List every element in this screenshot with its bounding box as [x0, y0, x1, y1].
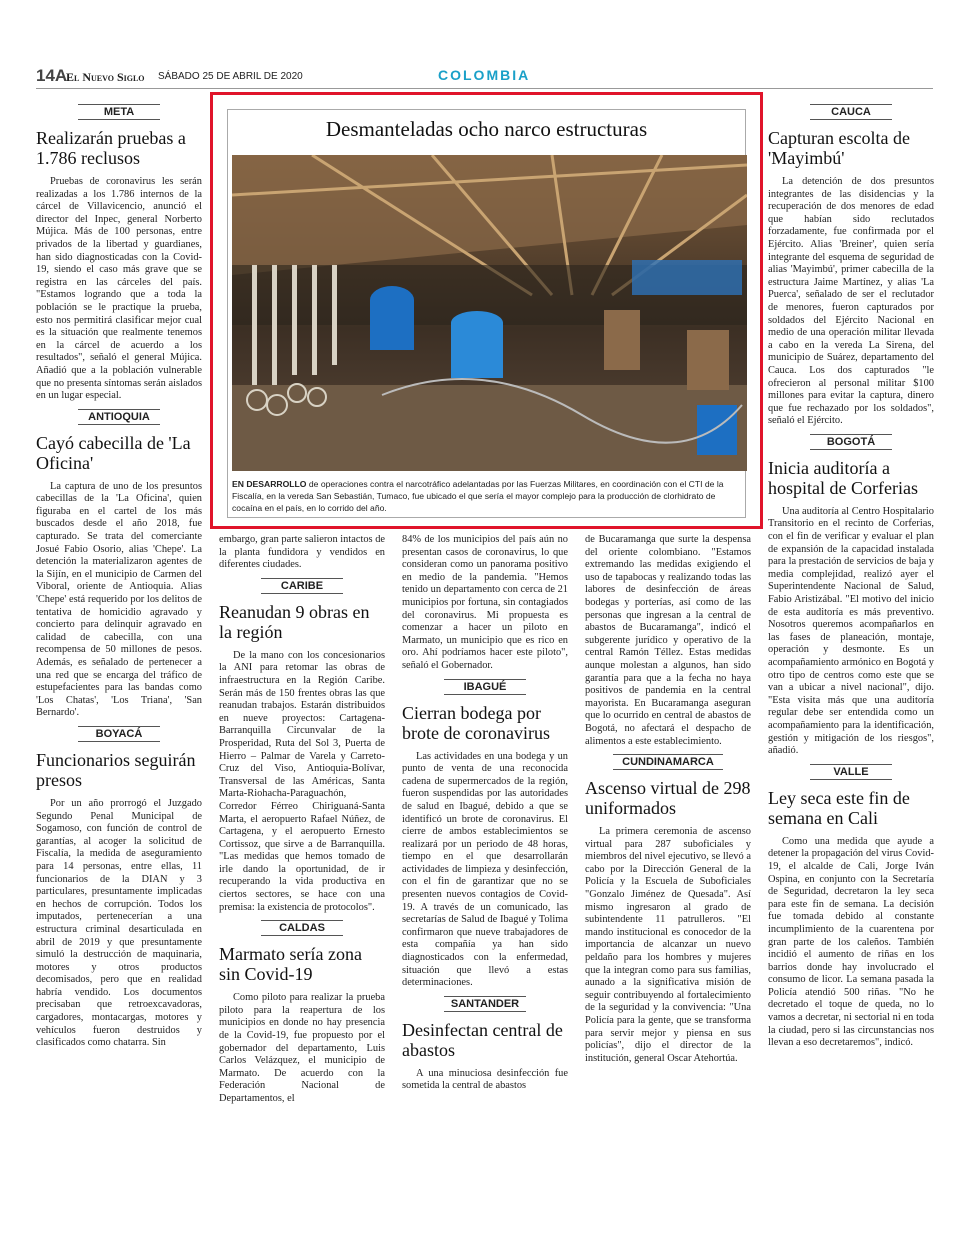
- column-5: [768, 104, 934, 1196]
- region-tag: CUNDINAMARCA: [613, 754, 723, 770]
- section-name: COLOMBIA: [438, 67, 531, 83]
- article-cauca: [768, 104, 934, 428]
- article-body: Como piloto para realizar la prueba piloto para la reapertura de los municipios en donde no hay presencia de la Covid-19, fue propuesto por el gobernador del departamento, Luis Carlos Velázquez, el municipio de Marmato. De acuerdo con la Federación Nacional de Departamentos, el: [219, 992, 385, 1104]
- article-santander: [402, 996, 568, 1093]
- region-tag: META: [78, 104, 160, 120]
- region-tag: CALDAS: [261, 920, 343, 936]
- headline: Marmato sería zona sin Covid-19: [219, 944, 362, 985]
- region-tag: CAUCA: [810, 104, 892, 120]
- article-body: Pruebas de coronavirus les serán realizadas a los 1.786 internos de la cárcel de Villavicencio, anunció el director del Inpec, general Norberto Mújica. Más de 100 personas, entre privados de la libertad y guardianes, han sido diagnosticadas con la Covid-19, siendo el caso más grave que se registra en las cárceles del país. "Estamos logrando que a toda la población se le practique la prueba, esto nos permitirá clasificar mejor cual es la situación que realmente tenemos en la cárcel de acuerdo a los resultados", señaló el general Mújica. Añadió que a la población vulnerable que no presenta síntomas serán aislados en un lugar especial.: [36, 176, 202, 402]
- article-body: La detención de dos presuntos integrantes de las disidencias y la recuperación de dos menores de edad que habían sido reclutados forzadamente, fue confirmada por el Ejército. Alias 'Breiner', quien sería integrante del esquema de seguridad de alias 'Mayimbú', primer cabecilla de la estructura Jaime Martínez, y alias 'La Puerca', señalado de ser el reclutador de menores, fueron capturados por soldados del Ejército Nacional en medio de una operación militar llevada a cabo en la vereda La Sirena, del municipio de Suárez, departamento del Cauca. Los dos capturados "le ofrecieron al personal militar $100 millones para evitar la captura, dinero que fue rechazado por los soldados", señaló el Ejército.: [768, 176, 934, 427]
- article-caribe: [219, 578, 385, 914]
- article-body: A una minuciosa desinfección fue sometida la central de abastos: [402, 1067, 568, 1092]
- continued-text: de Bucaramanga que surte la despensa del oriente colombiano. "Estamos extremando las medidas exigiendo el uso de tapabocas y realizando todas las labores de desinfección de áreas bodegas y porterías, así como de las personas que ingresan a la central de abastos de Bucaramanga", indicó el subgerente jurídico y operativo de la central Ramón Téllez. Estas medidas aunque molestan a algunos, han sido garantía para que a la fecha no haya positivos de pandemia en la central mayorista. En Bucaramanga aseguran que lo ocurrido en central de abastos de Bogotá, no afectará el despacho de alimentos a este establecimiento.: [585, 534, 751, 747]
- article-valle: [768, 764, 934, 1050]
- column-4: [585, 534, 751, 1196]
- issue-date: SÁBADO 25 DE ABRIL DE 2020: [158, 71, 303, 82]
- article-body: Una auditoría al Centro Hospitalario Transitorio en el recinto de Corferias, con el fin de verificar y evaluar el plan de expansión de la capacidad instalada para la prestación de servicios de baja y media complejidad, realizó ayer el Superintendente Nacional de Salud, Fabio Aristizábal. "El motivo del inicio de esta auditoría es más preventivo. Nosotros queremos acompañarlos en las fases de planeación, montaje, operación y desmonte. Es un acompañamiento armónico en Bogotá y otro tipo de centros como este que se van a ubicar a nivel nacional", dijo. "Esta visita más que una auditoría regular debe ser entendida como un acompañamiento para la identificación, gestión y mitigación de los riesgos", añadió.: [768, 505, 934, 757]
- article-boyaca: [36, 726, 202, 1050]
- photo-caption: [232, 478, 739, 514]
- caption-text: de operaciones contra el narcotráfico adelantadas por las Fuerzas Militares, en coordinación con el CTI de la Fiscalía, en la vereda San Sebastián, Tumaco, fue ubicado el que sería el mayor complejo para la producción de clorhidrato de cocaína en el país, en lo corrido del año.: [232, 479, 724, 513]
- page-header: [36, 66, 933, 89]
- headline: Reanudan 9 obras en la región: [219, 601, 370, 642]
- continued-text: 84% de los municipios del país aún no presentan casos de coronavirus, lo que consideran como un panorama positivo en medio de la pandemia. "Hemos tenido un departamento con cerca de 21 municipios por fortuna, sin contagiados del coronavirus. Mi propuesta es comenzar a hacer un piloto en Marmato, un municipio que es rico en oro. Ahí podríamos hacer este piloto", señaló el Gobernador.: [402, 534, 568, 671]
- headline: Ley seca este fin de semana en Cali: [768, 787, 910, 828]
- newspaper-name: El Nuevo Siglo: [66, 70, 145, 84]
- region-tag: SANTANDER: [444, 996, 526, 1012]
- headline: Desinfectan central de abastos: [402, 1019, 563, 1060]
- article-bogota: [768, 434, 934, 758]
- article-ibague: [402, 679, 568, 990]
- region-tag: BOGOTÁ: [810, 434, 892, 450]
- headline: Cierran bodega por brote de coronavirus: [402, 702, 550, 743]
- region-tag: IBAGUÉ: [444, 679, 526, 695]
- article-body: La primera ceremonia de ascenso virtual para 287 suboficiales y miembros del nivel ejecutivo, se llevó a cabo por la Dirección General de la Policía y la Escuela de Suboficiales "Gonzalo Jiménez de Quesada". Así mismo ingresaron al grado de subintendente 11 patrulleros. "El mando institucional es conocedor de la importancia de alcanzar un nuevo peldaño para los hombres y mujeres que la integran como para sus familias, aunado a la significativa misión de seguir contribuyendo al fortalecimiento de la seguridad y la convivencia: "Una Policía para la gente, que se transforma para servir mejor y piensa en sus policías", dijo el director de la institución, general Oscar Atehortúa.: [585, 826, 751, 1064]
- caption-lead: EN DESARROLLO: [232, 479, 307, 489]
- article-body: Las actividades en una bodega y un punto de venta de una reconocida cadena de supermercados de la región, fueron suspendidas por las autoridades de salud en Ibagué, debido a que se identificó un brote de coronavirus. El cierre de ambos establecimientos se realizará por un periodo de 48 horas, tiempo en el que desarrollarán actividades de limpieza y desinfección, con el fin de garantizar que no se presenten nuevos contagios de Covid-19. A través de un comunicado, las secretarías de Salud de Ibagué y Tolima confirmaron que nueve trabajadores de esta compañía ya han sido diagnosticados con la enfermedad, situación que llevó a estas determinaciones.: [402, 750, 568, 989]
- region-tag: ANTIOQUIA: [78, 409, 160, 425]
- lab-photo-illustration: [232, 155, 747, 471]
- article-body: De la mano con los concesionarios la ANI para retomar las obras de infraestructura en la Región Caribe. Serán más de 150 frentes obras las que reanudan trabajos. Estarán distribuidos en nueve proyectos: Cartagena-Barranquilla Circunvalar de la Prosperidad, Ruta del Sol 3, Puerta de Hierro – Palmar de Varela y Carreto-Cruz del Viso, Antioquia-Bolívar, Transversal de las Américas, Santa Marta-Riohacha-Paraguachón, Corredor Férreo Chiriguaná-Santa Marta, el aeropuerto Rafael Núñez, de Cartagena, y el aeropuerto Ernesto Cortissoz, que sirve a de Barranquilla. "Las medidas que hemos tomado de irle dando la oportunidad, de ir recuperando la vida productiva en ciertos sectores, se hace con una premisa: la existencia de protocolos".: [219, 649, 385, 913]
- headline: Ascenso virtual de 298 uniformados: [585, 778, 751, 819]
- continued-text: embargo, gran parte salieron intactos de la planta fundidora y vendidos en diferentes ciudades.: [219, 534, 385, 571]
- article-meta: [36, 104, 202, 403]
- region-tag: BOYACÁ: [78, 726, 160, 742]
- page-number: 14A: [36, 66, 68, 85]
- region-tag: VALLE: [810, 764, 892, 780]
- article-antioquia: [36, 409, 202, 720]
- region-tag: CARIBE: [261, 578, 343, 594]
- article-body: La captura de uno de los presuntos cabecillas de la 'La Oficina', quien figuraba en el cartel de los más buscados desde el año 2018, fue capturado. Se trata del comerciante Josué Fabio Osorio, alias 'Chepe'. La detención la materializaron agentes de la Sijín, en el municipio de Carmen del Viboral, oriente de Antioquia. Alias 'Chepe' está requerido por los delitos de tentativa de homicidio agravado y concierto para delinquir agravado en calidad de cabecilla, con una recompensa de 50 millones de pesos. Además, es señalado de pertenecer a una red que se encarga del tráfico de estupefacientes para las bandas como 'Los Chatas', 'Los Triana', 'San Bernardo'.: [36, 480, 202, 719]
- headline: Funcionarios seguirán presos: [36, 749, 196, 790]
- featured-inner-frame: [227, 109, 746, 518]
- featured-title: Desmanteladas ocho narco estructuras: [325, 117, 648, 141]
- article-body: Por un año prorrogó el Juzgado Segundo Penal Municipal de Sogamoso, con función de control de garantías, al acoger la solicitud de Fiscalía, la medida de aseguramiento para 14 personas, entre ellas, 11 funcionarios de la DIAN y 3 particulares, presuntamente implicadas en hechos de corrupción. Todos los imputados, pertenecerían a una estructura criminal desarticulada en abril de 2019 y que presuntamente simuló la destrucción de maquinaria, motores y otros productos decomisados, pero que en realidad habría vendido. Los documentos precisaban que retroexcavadoras, cargadores, montacargas, motores y vehículos fueron destruidos y clasificados como chatarra. Sin: [36, 797, 202, 1049]
- article-cundinamarca: [585, 754, 751, 1065]
- article-body: Como una medida que ayude a detener la propagación del virus Covid-19, el alcalde de Cali, Jorge Iván Ospina, en conjunto con la Secretaría de Seguridad, decretaron la ley seca para este fin de semana. La decisión fue tomada debido al constante incumplimiento de la cuarentena por gran parte de los caleños. También incidió el aumento de riñas en los barrios donde hay involucrado el consumo de licor. La semana pasada la Policía atendió 500 riñas. "No he decretado el toque de queda, no lo vamos a decretar, ni sectorial ni en toda la ciudad, pero si las circunstancias nos llevan a eso decretaremos", indicó.: [768, 835, 934, 1049]
- headline: Realizarán pruebas a 1.786 reclusos: [36, 128, 186, 168]
- column-3: [402, 534, 568, 1196]
- column-1: [36, 104, 202, 1196]
- column-2: [219, 534, 385, 1196]
- headline: Inicia auditoría a hospital de Corferias: [768, 457, 918, 498]
- lab-photo: [232, 155, 747, 471]
- headline: Cayó cabecilla de 'La Oficina': [36, 432, 191, 473]
- featured-photo-box: [210, 92, 763, 529]
- headline: Capturan escolta de 'Mayimbú': [768, 128, 910, 168]
- article-caldas: [219, 920, 385, 1105]
